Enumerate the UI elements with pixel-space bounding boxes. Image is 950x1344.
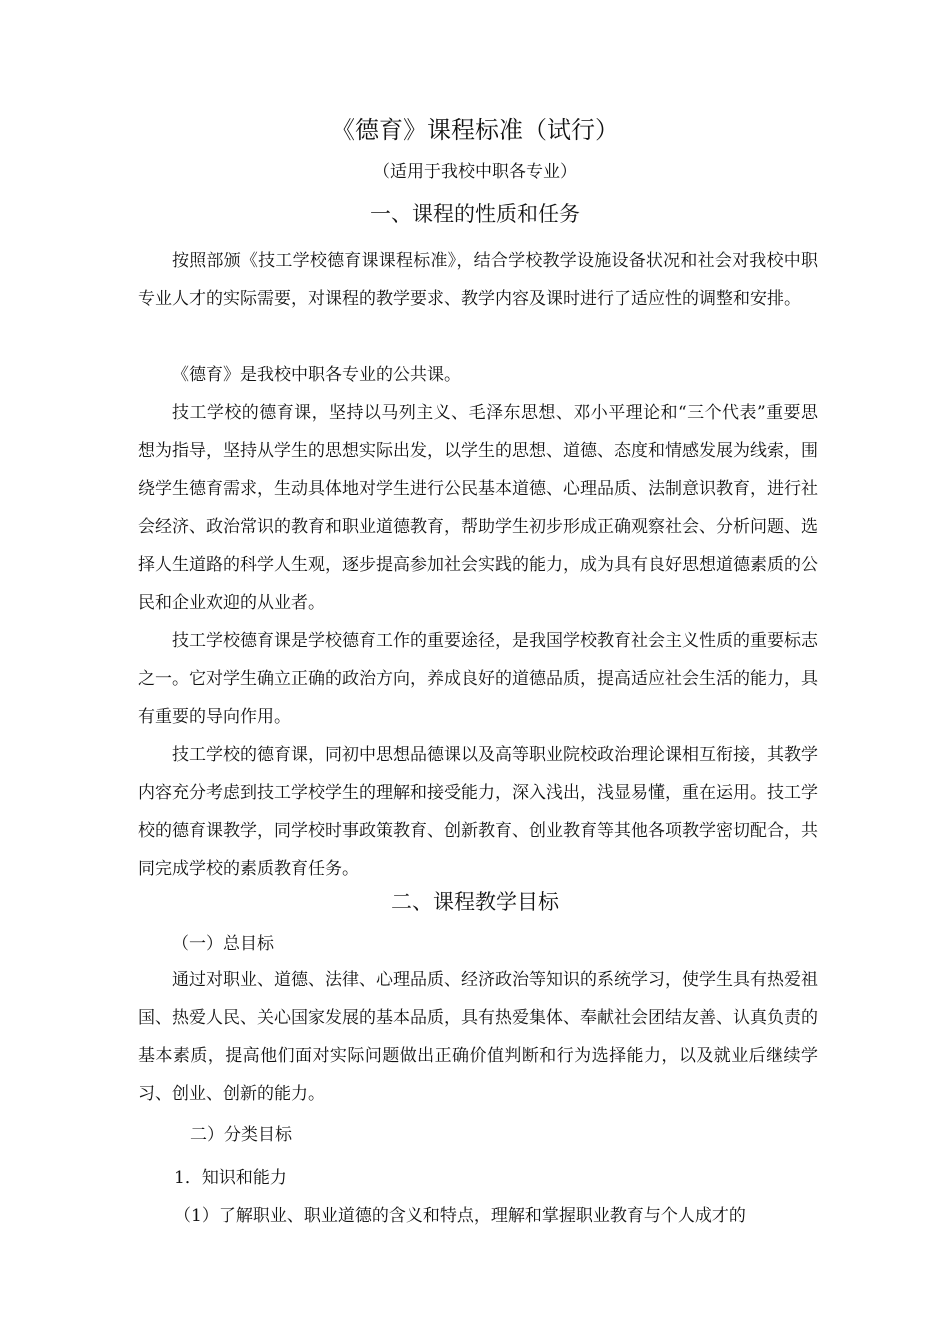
paragraph: 技工学校的德育课，同初中思想品德课以及高等职业院校政治理论课相互衔接，其教学内容充分考虑到技工学校学生的理解和接受能力，深入浅出，浅显易懂，重在运用。技工学校的德育课教学，同学校时事政策教育、创新教育、创业教育等其他各项教学密切配合，共同完成学校的素质教育任务。 [138, 745, 818, 879]
paragraph: 通过对职业、道德、法律、心理品质、经济政治等知识的系统学习，使学生具有热爱祖国、热爱人民、关心国家发展的基本品质，具有热爱集体、奉献社会团结友善、认真负责的基本素质，提高他们面对实际问题做出正确价值判断和行为选择能力，以及就业后继续学习、创业、创新的能力。 [138, 970, 818, 1104]
section-heading-teaching-goals: 二、课程教学目标 [391, 890, 559, 914]
paragraph: 技工学校德育课是学校德育工作的重要途径，是我国学校教育社会主义性质的重要标志之一。它对学生确立正确的政治方向，养成良好的道德品质，提高适应社会生活的能力，具有重要的导向作用。 [138, 631, 818, 727]
paragraph: 按照部颁《技工学校德育课课程标准》，结合学校教学设施设备状况和社会对我校中职专业人才的实际需要，对课程的教学要求、教学内容及课时进行了适应性的调整和安排。 [138, 251, 818, 309]
item-label-knowledge-ability: 1．知识和能力 [174, 1168, 287, 1188]
subsection-label-category-goals: 二）分类目标 [190, 1125, 292, 1145]
section-heading-nature-tasks: 一、课程的性质和任务 [370, 202, 580, 226]
document-subtitle: （适用于我校中职各专业） [373, 162, 577, 182]
list-item: （1）了解职业、职业道德的含义和特点，理解和掌握职业教育与个人成才的 [174, 1206, 746, 1226]
paragraph: 《德育》是我校中职各专业的公共课。 [172, 365, 461, 385]
subsection-label-overall-goal: （一）总目标 [172, 934, 274, 954]
document-title: 《德育》课程标准（试行） [331, 116, 619, 144]
paragraph: 技工学校的德育课，坚持以马列主义、毛泽东思想、邓小平理论和“三个代表”重要思想为指导，坚持从学生的思想实际出发，以学生的思想、道德、态度和情感发展为线索，围绕学生德育需求，生动具体地对学生进行公民基本道德、心理品质、法制意识教育，进行社会经济、政治常识的教育和职业道德教育，帮助学生初步形成正确观察社会、分析问题、选择人生道路的科学人生观，逐步提高参加社会实践的能力，成为具有良好思想道德素质的公民和企业欢迎的从业者。 [138, 403, 818, 613]
